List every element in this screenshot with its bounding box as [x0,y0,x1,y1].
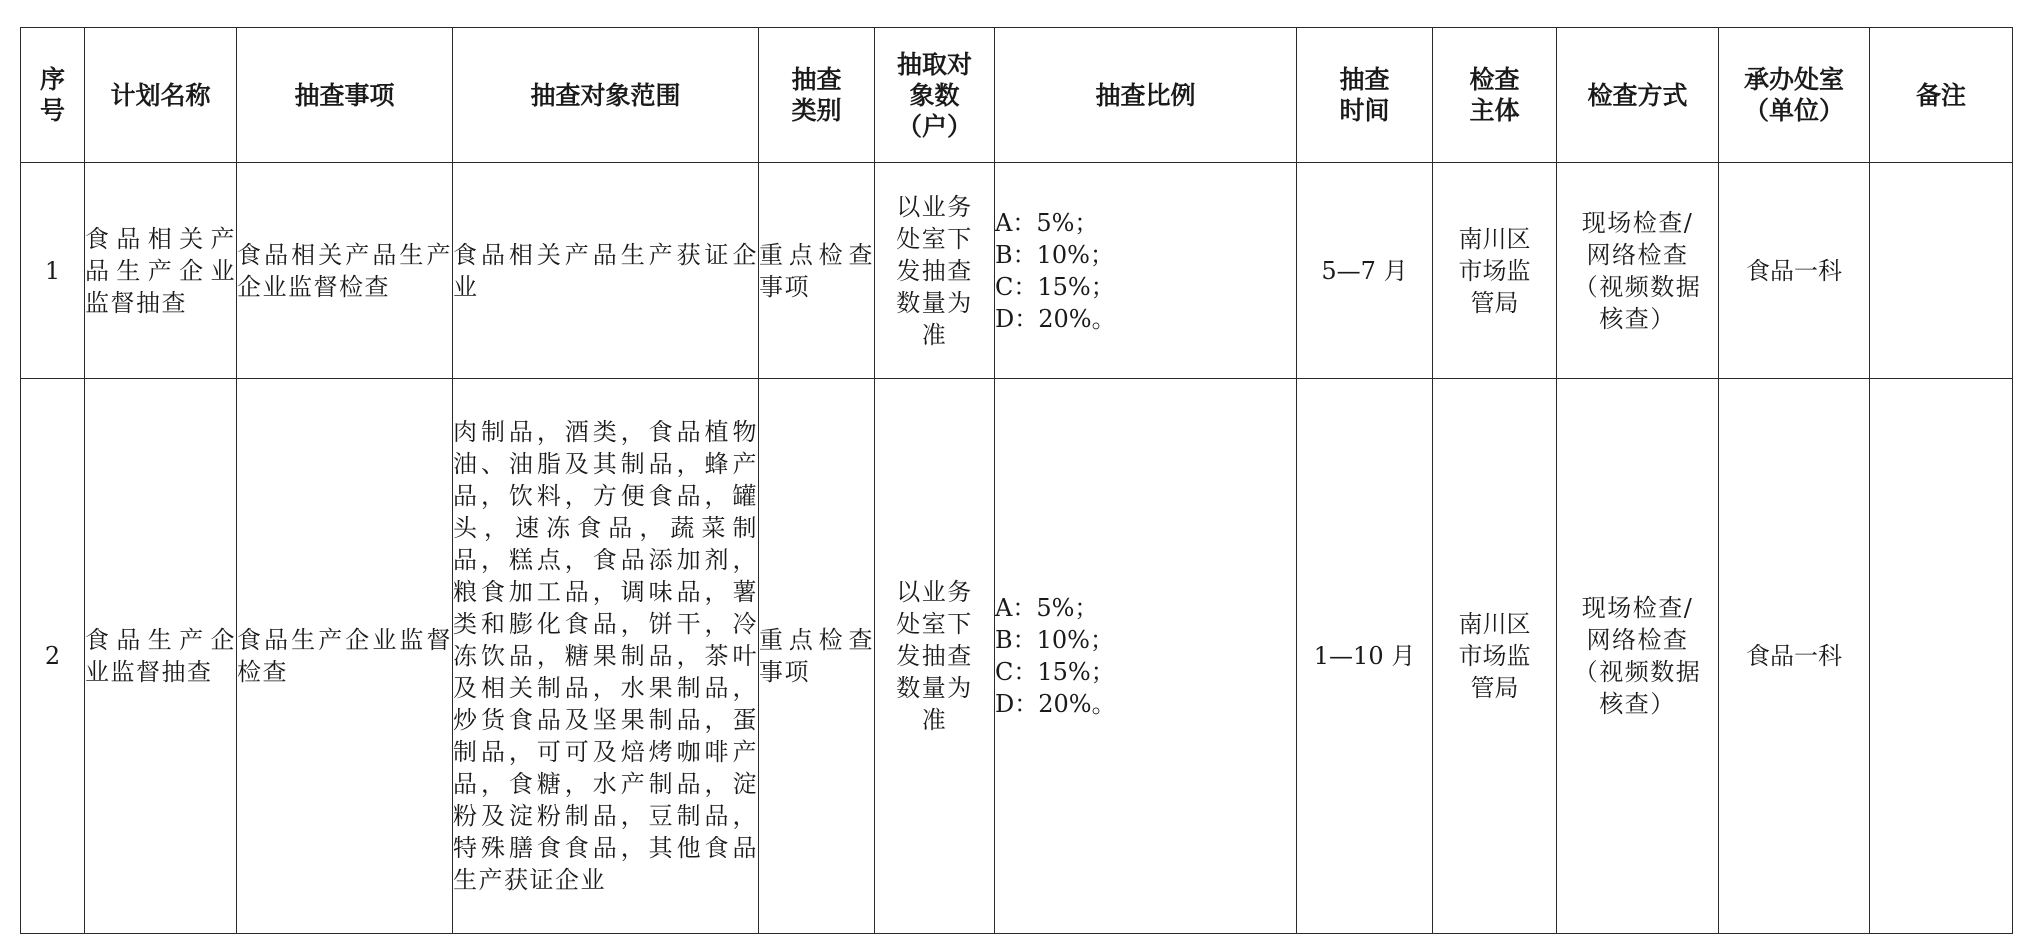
cell-plan-name: 食品生产企业监督抽查 [85,379,237,934]
header-scope: 抽查对象范围 [453,28,759,163]
cell-scope: 食品相关产品生产获证企业 [453,163,759,379]
cell-ratio: A：5%； B：10%； C：15%； D：20%。 [995,163,1297,379]
cell-scope: 肉制品，酒类，食品植物油、油脂及其制品，蜂产品，饮料，方便食品，罐头，速冻食品，蔬菜制品，糕点，食品添加剂，粮食加工品，调味品，薯类和膨化食品，饼干，冷冻饮品，糖果制品，茶叶及相关制品，水果制品，炒货食品及坚果制品，蛋制品，可可及焙烤咖啡产品，食糖，水产制品，淀粉及淀粉制品，豆制品，特殊膳食食品，其他食品生产获证企业 [453,379,759,934]
cell-category: 重点检查事项 [759,163,875,379]
cell-count: 以业务处室下发抽查数量为准 [875,379,995,934]
header-item: 抽查事项 [237,28,453,163]
cell-item: 食品相关产品生产企业监督检查 [237,163,453,379]
cell-method: 现场检查/网络检查（视频数据核查） [1557,379,1719,934]
cell-time: 1—10 月 [1297,379,1433,934]
cell-method: 现场检查/网络检查（视频数据核查） [1557,163,1719,379]
cell-ratio: A：5%； B：10%； C：15%； D：20%。 [995,379,1297,934]
header-count: 抽取对 象数 （户） [875,28,995,163]
header-method: 检查方式 [1557,28,1719,163]
table-row [21,163,2013,379]
header-row [21,28,2013,163]
cell-plan-name: 食品相关产品生产企业监督抽查 [85,163,237,379]
header-seq: 序 号 [21,28,85,163]
header-subject: 检查 主体 [1433,28,1557,163]
cell-count: 以业务处室下发抽查数量为准 [875,163,995,379]
cell-time: 5—7 月 [1297,163,1433,379]
header-plan-name: 计划名称 [85,28,237,163]
cell-office: 食品一科 [1719,163,1870,379]
cell-seq: 1 [21,163,85,379]
cell-office: 食品一科 [1719,379,1870,934]
cell-seq: 2 [21,379,85,934]
cell-category: 重点检查事项 [759,379,875,934]
header-time: 抽查 时间 [1297,28,1433,163]
inspection-plan-table [20,27,2013,934]
cell-remark [1870,163,2013,379]
header-ratio: 抽查比例 [995,28,1297,163]
cell-remark [1870,379,2013,934]
cell-subject: 南川区市场监管局 [1433,163,1557,379]
header-office: 承办处室 （单位） [1719,28,1870,163]
cell-subject: 南川区市场监管局 [1433,379,1557,934]
header-category: 抽查 类别 [759,28,875,163]
cell-item: 食品生产企业监督检查 [237,379,453,934]
header-remark: 备注 [1870,28,2013,163]
table-row [21,379,2013,934]
